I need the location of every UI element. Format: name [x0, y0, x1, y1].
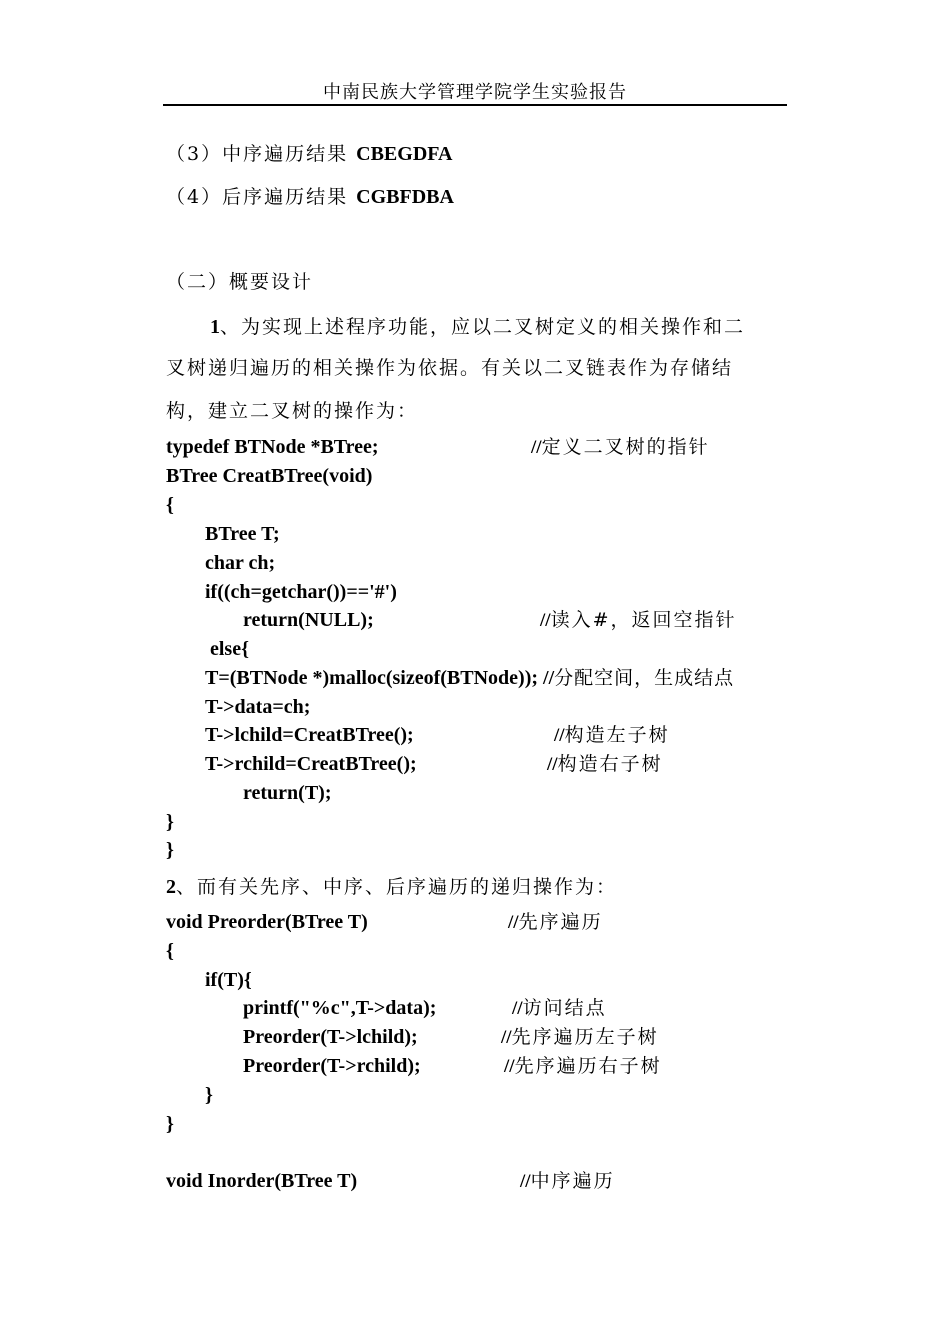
comment-text: 先序遍历右子树 [514, 1055, 662, 1077]
code-comment [554, 721, 670, 750]
item-number: （3） [166, 143, 223, 165]
code-line: } [166, 811, 174, 833]
code-line: { [166, 940, 174, 962]
code-line: return(NULL); [243, 609, 374, 631]
section-title: （二）概要设计 [166, 271, 314, 293]
code-line: typedef BTNode *BTree; [166, 436, 379, 458]
comment-marker: // [501, 1027, 512, 1048]
comment-marker: // [554, 725, 565, 746]
code-line: if((ch=getchar())=='#') [205, 581, 397, 603]
code-line: { [166, 494, 174, 516]
code-line: else{ [210, 638, 249, 660]
comment-text: 构造右子树 [557, 753, 663, 775]
comment-text: 访问结点 [522, 997, 607, 1019]
code-line: } [205, 1084, 213, 1106]
code-comment [504, 1052, 662, 1081]
code-line: Preorder(T->rchild); [243, 1055, 421, 1077]
comment-marker: // [531, 437, 542, 458]
comment-marker: // [540, 610, 551, 631]
paragraph-text: 、为实现上述程序功能，应以二叉树定义的相关操作和二 [220, 316, 746, 338]
code-text: T=(BTNode *)malloc(sizeof(BTNode)); [205, 667, 539, 689]
comment-marker: // [547, 754, 558, 775]
code-comment [531, 433, 710, 462]
comment-text: 中序遍历 [530, 1170, 615, 1192]
paragraph-line [166, 872, 617, 901]
paragraph-line [210, 312, 745, 341]
comment-text: 定义二叉树的指针 [541, 436, 710, 458]
paragraph-line: 构，建立二叉树的操作为： [166, 400, 419, 422]
comment-marker: // [520, 1171, 531, 1192]
item-value: CBEGDFA [356, 143, 453, 165]
code-line: T->lchild=CreatBTree(); [205, 724, 414, 746]
result-inorder [166, 139, 452, 168]
comment-marker: // [508, 912, 519, 933]
code-comment [540, 606, 736, 635]
code-line: return(T); [243, 782, 332, 804]
item-number: （4） [166, 186, 223, 208]
comment-text: 构造左子树 [564, 724, 670, 746]
comment-text: 读入#，返回空指针 [550, 609, 737, 631]
paragraph-number: 1 [210, 316, 220, 338]
item-text: 中序遍历结果 [222, 143, 357, 165]
code-comment [520, 1167, 615, 1196]
code-line: printf("%c",T->data); [243, 997, 437, 1019]
code-line: void Preorder(BTree T) [166, 911, 368, 933]
header-rule [163, 104, 787, 106]
code-line: } [166, 1113, 174, 1135]
comment-marker: // [543, 667, 555, 689]
code-line: BTree CreatBTree(void) [166, 465, 373, 487]
code-line: if(T){ [205, 969, 252, 991]
item-text: 后序遍历结果 [222, 186, 357, 208]
code-comment [501, 1023, 659, 1052]
result-postorder [166, 182, 454, 211]
code-comment [512, 994, 607, 1023]
code-line [205, 664, 734, 692]
code-line: T->rchild=CreatBTree(); [205, 753, 417, 775]
comment-text: 分配空间，生成结点 [554, 667, 735, 689]
paragraph-number: 2 [166, 876, 176, 898]
code-line: void Inorder(BTree T) [166, 1170, 358, 1192]
comment-marker: // [504, 1056, 515, 1077]
code-line: BTree T; [205, 523, 280, 545]
code-comment [508, 908, 603, 937]
comment-text: 先序遍历 [518, 911, 603, 933]
paragraph-text: 、而有关先序、中序、后序遍历的递归操作为： [176, 876, 618, 898]
code-line: Preorder(T->lchild); [243, 1026, 418, 1048]
page-header: 中南民族大学管理学院学生实验报告 [323, 82, 627, 103]
code-comment [547, 750, 663, 779]
code-line: } [166, 839, 174, 861]
item-value: CGBFDBA [356, 186, 454, 208]
comment-text: 先序遍历左子树 [511, 1026, 659, 1048]
code-line: T->data=ch; [205, 696, 311, 718]
comment-marker: // [512, 998, 523, 1019]
paragraph-line: 叉树递归遍历的相关操作为依据。有关以二叉链表作为存储结 [166, 357, 734, 379]
code-line: char ch; [205, 552, 276, 574]
